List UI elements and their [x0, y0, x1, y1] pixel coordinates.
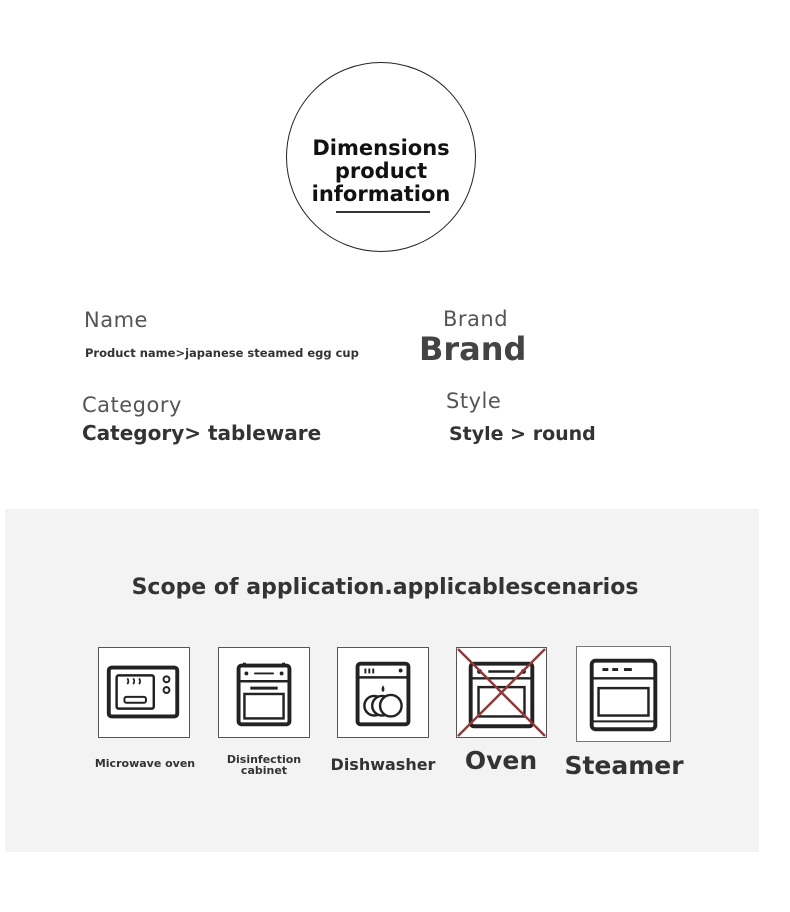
steamer-label: Steamer	[564, 751, 684, 780]
style-label: Style	[446, 389, 502, 413]
microwave-icon	[98, 647, 190, 738]
dishwasher-label: Dishwasher	[330, 755, 436, 774]
microwave-label: Microwave oven	[94, 757, 196, 770]
scope-title: Scope of application.applicablescenarios	[131, 575, 639, 600]
disinfection-cabinet-label: Disinfection cabinet	[226, 753, 302, 777]
brand-value: Brand	[419, 330, 527, 368]
style-value: Style > round	[449, 423, 596, 445]
oven-label: Oven	[464, 746, 538, 775]
category-value: Category> tableware	[82, 421, 322, 445]
name-value: Product name>japanese steamed egg cup	[85, 346, 359, 360]
dishwasher-icon	[337, 647, 429, 738]
steamer-icon	[576, 646, 671, 742]
brand-label: Brand	[443, 307, 509, 331]
section-title: Dimensions product information	[311, 136, 451, 206]
title-underline	[336, 211, 430, 213]
oven-icon	[456, 647, 547, 738]
disinfection-cabinet-icon	[218, 647, 310, 738]
category-label: Category	[82, 393, 182, 417]
name-label: Name	[84, 308, 148, 332]
